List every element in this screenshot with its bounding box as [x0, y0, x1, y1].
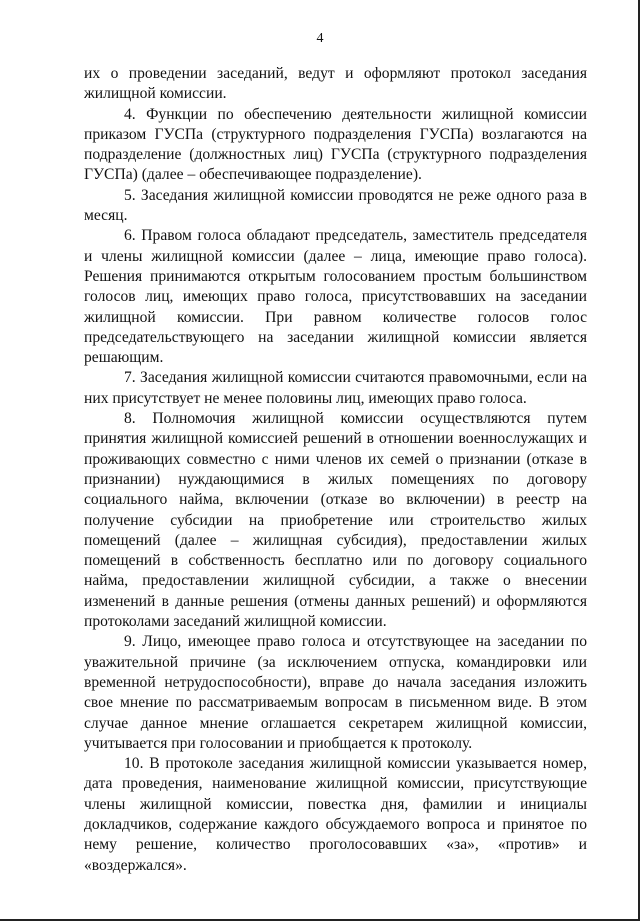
paragraph-6: 6. Правом голоса обладают председатель, заместитель председателя и члены жилищной комиссии (далее – лица, имеющие право голоса). Решения принимаются открытым голосованием простым большинством голосов лиц, имеющих право голоса, присутствовавших на заседании жилищной комиссии. При равном количестве голосов голос председательствующего на заседании жилищной комиссии является решающим. [84, 227, 587, 367]
page-number: 4 [316, 31, 324, 46]
paragraph-10: 10. В протоколе заседания жилищной комиссии указывается номер, дата проведения, наименование жилищной комиссии, присутствующие члены жилищной комиссии, повестка дня, фамилии и инициалы докладчиков, содержание каждого обсуждаемого вопроса и принятое по нему решение, количество проголосовавших «за», «против» и «воздержался». [84, 755, 587, 874]
paragraph-continuation: их о проведении заседаний, ведут и оформляют протокол заседания жилищной комиссии. [84, 65, 587, 103]
paragraph-9: 9. Лицо, имеющее право голоса и отсутствующее на заседании по уважительной причине (за исключением отпуска, командировки или временной нетрудоспособности), вправе до начала заседания изложить свое мнение по рассматриваемым вопросам в письменном виде. В этом случае данное мнение оглашается секретарем жилищной комиссии, учитывается при голосовании и приобщается к протоколу. [84, 633, 587, 752]
paragraph-5: 5. Заседания жилищной комиссии проводятся не реже одного раза в месяц. [84, 186, 587, 225]
document-body [84, 64, 587, 876]
paragraph-8: 8. Полномочия жилищной комиссии осуществляются путем принятия жилищной комиссией решений в отношении военнослужащих и проживающих совместно с ними членов их семей о признании (отказе в признании) нуждающимися в жилых помещениях по договору социального найма, включении (отказе во включении) в реестр на получение субсидии на приобретение или строительство жилых помещений (далее – жилищная субсидия), предоставлении жилых помещений в собственность бесплатно или по договору социального найма, предоставлении жилищной субсидии, а также о внесении изменений в данные решения (отмены данных решений) и оформляются протоколами заседаний жилищной комиссии. [84, 410, 587, 631]
paragraph-4: 4. Функции по обеспечению деятельности жилищной комиссии приказом ГУСПа (структурного подразделения ГУСПа) возлагаются на подразделение (должностных лиц) ГУСПа (структурного подразделения ГУСПа) (далее – обеспечивающее подразделение). [84, 105, 587, 184]
paragraph-7: 7. Заседания жилищной комиссии считаются правомочными, если на них присутствует не менее половины лиц, имеющих право голоса. [84, 369, 587, 407]
